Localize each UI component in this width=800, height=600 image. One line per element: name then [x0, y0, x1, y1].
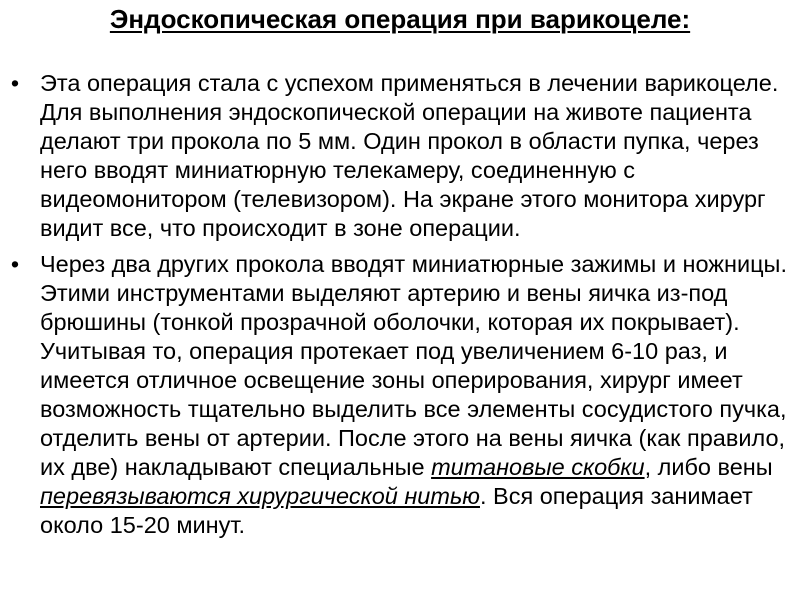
- slide-title: Эндоскопическая операция при варикоцеле:: [109, 4, 691, 34]
- emphasis-surgical-thread: перевязываются хирургической нитью: [40, 483, 480, 509]
- emphasis-titanium-clips: титановые скобки: [431, 454, 645, 480]
- bullet-list: [0, 69, 800, 547]
- bullet-item-1: [0, 69, 800, 243]
- bullet-icon: •: [10, 251, 20, 277]
- bullet-text-middle: , либо вены: [644, 454, 773, 480]
- bullet-text-before: Через два других прокола вводят миниатюрные зажимы и ножницы. Этими инструментами выделяют артерию и вены яичка из-под брюшины (тонкой прозрачной оболочки, которая их покрывает). Учитывая то, операция протекает под увеличением 6-10 раз, и имеется отличное освещение зоны оперирования, хирург имеет возможность тщательно выделить все элементы сосудистого пучка, отделить вены от артерии. После этого на вены яичка (как правило, их две) накладывают специальные: [40, 251, 787, 480]
- bullet-text: Эта операция стала с успехом применяться в лечении варикоцеле. Для выполнения эндоскопической операции на животе пациента делают три прокола по 5 мм. Один прокол в области пупка, через него вводят миниатюрную телекамеру, соединенную с видеомонитором (телевизором). На экране этого монитора хирург видит все, что происходит в зоне операции.: [40, 70, 779, 241]
- bullet-text-after: . Вся операция занимает около 15-20 минут.: [40, 483, 753, 538]
- bullet-icon: •: [10, 70, 20, 96]
- bullet-item-2: [0, 250, 800, 540]
